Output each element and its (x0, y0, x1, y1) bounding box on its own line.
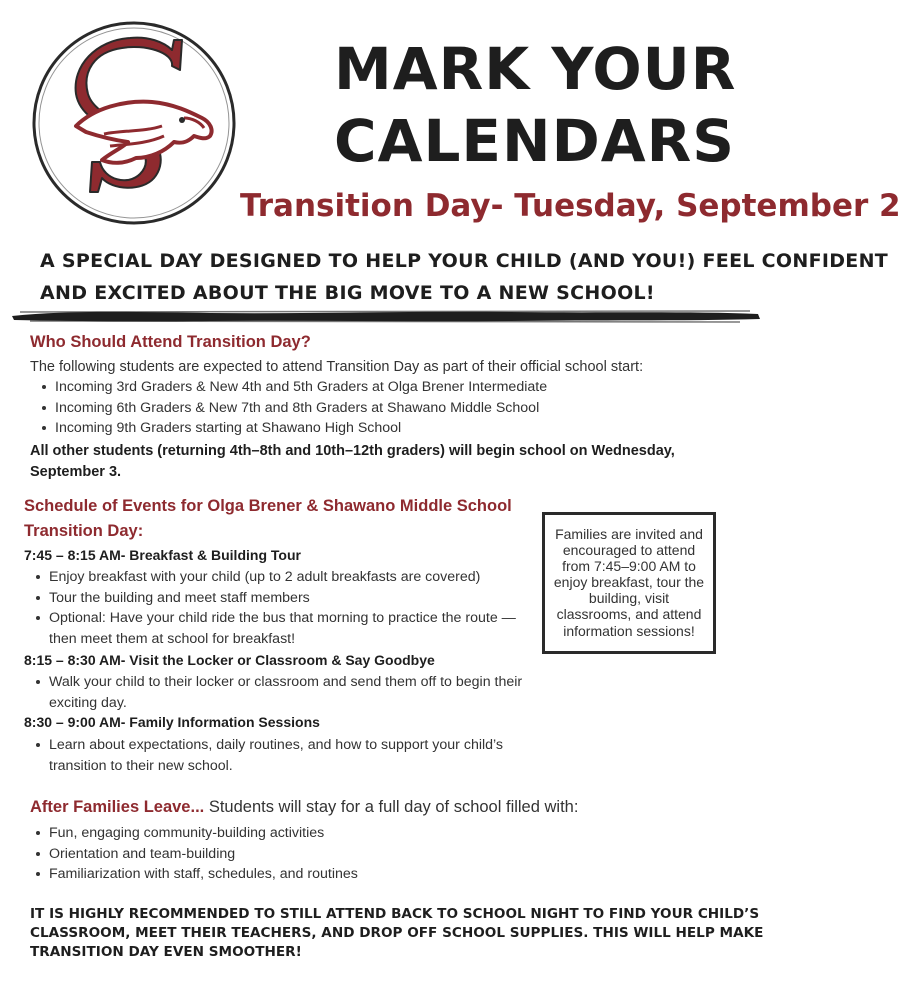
list-item: Fun, engaging community-building activities (24, 823, 624, 844)
school-logo-icon (24, 14, 244, 232)
list-item: Tour the building and meet staff members (24, 588, 524, 609)
who-intro: The following students are expected to attend Transition Day as part of their official school start: (30, 359, 644, 375)
schedule-list-1 (24, 567, 524, 649)
list-item: Incoming 3rd Graders & New 4th and 5th Graders at Olga Brener Intermediate (30, 377, 730, 398)
list-item: Orientation and team-building (24, 844, 624, 865)
footer-line-2: CLASSROOM, MEET THEIR TEACHERS, AND DROP OFF SCHOOL SUPPLIES. THIS WILL HELP MAKE (30, 925, 764, 941)
after-heading: After Families Leave... (30, 798, 205, 816)
event-subtitle: Transition Day- Tuesday, September 2 (240, 188, 901, 224)
schedule-list-3 (24, 735, 524, 776)
schedule-subheading: Transition Day: (24, 522, 144, 540)
schedule-time-2: 8:15 – 8:30 AM- Visit the Locker or Classroom & Say Goodbye (24, 652, 435, 668)
after-text: Students will stay for a full day of school filled with: (204, 798, 579, 816)
schedule-time-1: 7:45 – 8:15 AM- Breakfast & Building Tour (24, 547, 301, 563)
list-item: Incoming 6th Graders & New 7th and 8th Graders at Shawano Middle School (30, 398, 730, 419)
schedule-list-2 (24, 672, 524, 713)
list-item: Optional: Have your child ride the bus that morning to practice the route —then meet them at school for breakfast! (24, 608, 524, 649)
footer-line-3: TRANSITION DAY EVEN SMOOTHER! (30, 944, 302, 960)
list-item: Walk your child to their locker or classroom and send them off to begin their exciting day. (24, 672, 524, 713)
schedule-time-3: 8:30 – 9:00 AM- Family Information Sessions (24, 714, 320, 730)
families-callout: Families are invited and encouraged to attend from 7:45–9:00 AM to enjoy breakfast, tour the building, visit classrooms, and attend information sessions! (542, 512, 716, 654)
who-heading: Who Should Attend Transition Day? (30, 333, 311, 351)
brush-divider (10, 306, 762, 326)
title-line-1: MARK YOUR (334, 35, 737, 103)
tagline-line-2: AND EXCITED ABOUT THE BIG MOVE TO A NEW SCHOOL! (40, 282, 655, 304)
tagline-line-1: A SPECIAL DAY DESIGNED TO HELP YOUR CHILD (AND YOU!) FEEL CONFIDENT (40, 250, 889, 272)
who-list (30, 377, 730, 439)
list-item: Familiarization with staff, schedules, and routines (24, 864, 624, 885)
list-item: Learn about expectations, daily routines, and how to support your child’s transition to their new school. (24, 735, 524, 776)
list-item: Enjoy breakfast with your child (up to 2 adult breakfasts are covered) (24, 567, 524, 588)
schedule-heading: Schedule of Events for Olga Brener & Shawano Middle School (24, 497, 512, 515)
list-item: Incoming 9th Graders starting at Shawano High School (30, 418, 730, 439)
footer-line-1: IT IS HIGHLY RECOMMENDED TO STILL ATTEND BACK TO SCHOOL NIGHT TO FIND YOUR CHILD’S (30, 906, 760, 922)
who-note: All other students (returning 4th–8th and 10th–12th graders) will begin school on Wednesday, September 3. (30, 443, 675, 481)
after-line (30, 798, 578, 817)
title-line-2: CALENDARS (334, 107, 736, 175)
after-list (24, 823, 624, 885)
